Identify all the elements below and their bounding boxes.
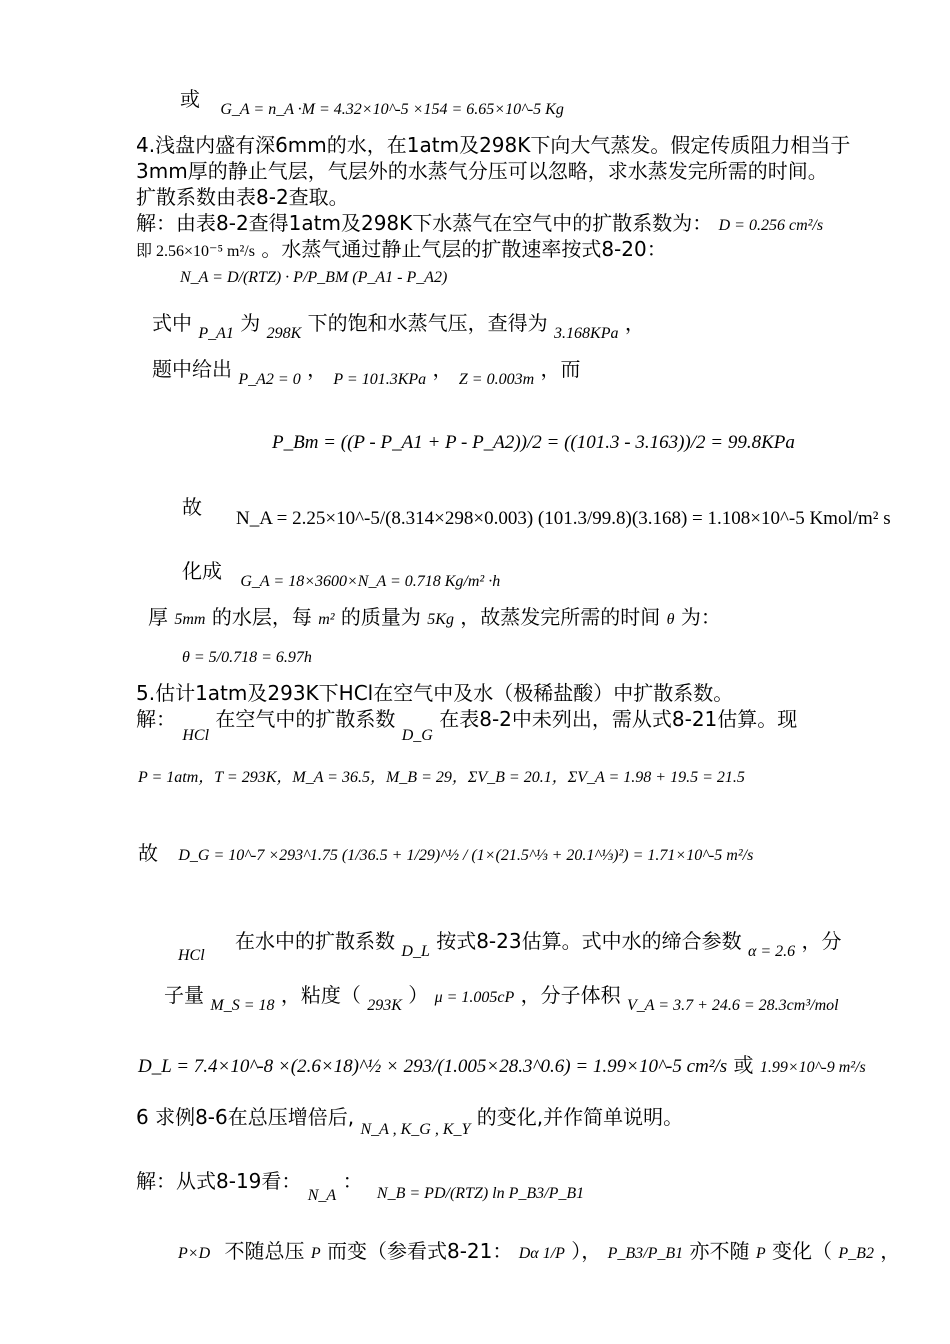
- liq-b: 在水中的扩散系数: [235, 929, 396, 953]
- layer-f: 5Kg: [427, 611, 454, 628]
- q4-line3: 扩散系数由表8-2查取。: [136, 185, 349, 209]
- sol4-line2: [136, 236, 667, 265]
- where-c: 为: [240, 311, 261, 335]
- therefore-word: 故: [182, 495, 202, 519]
- eq-theta-text: θ = 5/0.718 = 6.97h: [182, 649, 312, 666]
- q6-line: [136, 1104, 684, 1138]
- sol4-line1: [136, 210, 823, 239]
- sol6-d: N_B = PD/(RTZ) ln P_B3/P_B1: [376, 1185, 585, 1202]
- eq-D-si: 即 2.56×10⁻⁵ m²/s: [136, 243, 255, 260]
- sol6-h: 而变（参看式8-21：: [326, 1239, 513, 1263]
- sol6-b: N_A: [307, 1187, 337, 1204]
- text-or: 或: [180, 87, 200, 111]
- sol5-c: 在空气中的扩散系数: [215, 707, 396, 731]
- sol5-params: [138, 762, 745, 791]
- mol-a: 子量: [164, 983, 204, 1007]
- sol6-m: P: [755, 1245, 766, 1262]
- liq-f: ，分: [801, 929, 842, 953]
- given-e: ，: [432, 357, 453, 381]
- sol6-i: Dα 1/P: [518, 1245, 565, 1262]
- mol-h: V_A = 3.7 + 24.6 = 28.3cm³/mol: [627, 997, 839, 1014]
- q5-line: 5.估计1atm及293K下HCl在空气中及水（极稀盐酸）中扩散系数。: [136, 681, 734, 705]
- sol6-l: 亦不随: [689, 1239, 750, 1263]
- eq-D: D = 0.256 cm²/s: [718, 217, 824, 234]
- where-f: 3.168KPa: [554, 325, 619, 342]
- layer-a: 厚: [148, 605, 168, 629]
- sol5-molar: [164, 982, 839, 1014]
- eq-DG-text: D_G = 10^-7 ×293^1.75 (1/36.5 + 1/29)^½ / (1×(21.5^⅓ + 20.1^⅓)²) = 1.71×10^-5 m²/s: [178, 847, 754, 864]
- liq-e: α = 2.6: [747, 943, 796, 960]
- given-c: ，: [307, 357, 328, 381]
- sol4-layer: [148, 604, 721, 633]
- where-e: 下的饱和水蒸气压，查得为: [307, 311, 548, 335]
- eq-DL-alt: 1.99×10^-9 m²/s: [759, 1059, 866, 1076]
- q4-line2: 3mm厚的静止气层，气层外的水蒸气分压可以忽略，求水蒸发完所需的时间。: [136, 159, 828, 183]
- sol6-a: 解：从式8-19看：: [136, 1169, 302, 1193]
- sol5-b: HCl: [182, 727, 210, 744]
- convert-word: 化成: [182, 559, 222, 583]
- given-d: P = 101.3KPa: [333, 371, 427, 388]
- sol4-text1: 解：由表8-2查得1atm及298K下水蒸气在空气中的扩散系数为：: [136, 211, 713, 235]
- sol5-therefore: [138, 840, 753, 869]
- layer-g: ，故蒸发完所需的时间: [460, 605, 661, 629]
- sol6-c: ：: [342, 1169, 363, 1193]
- sol5-e: 在表8-2中未列出，需从式8-21估算。现: [439, 707, 798, 731]
- sol6-p: ，: [880, 1239, 901, 1263]
- eq-NA-text: N_A = D/(RTZ) · P/P_BM (P_A1 - P_A2): [180, 269, 448, 286]
- sol4-where: [152, 310, 645, 342]
- q6-c: 的变化,并作简单说明。: [476, 1105, 684, 1129]
- where-b: P_A1: [198, 325, 234, 342]
- where-g: ，: [624, 311, 645, 335]
- sol5-therefore-word: 故: [138, 841, 158, 865]
- given-a: 题中给出: [152, 357, 232, 381]
- eq-GA-text: G_A = 18×3600×N_A = 0.718 Kg/m² ·h: [240, 573, 501, 590]
- layer-e: 的质量为: [340, 605, 421, 629]
- liq-c: D_L: [401, 943, 430, 960]
- sol6-j: ），: [571, 1239, 602, 1263]
- eq-PBm-text: P_Bm = ((P - P_A1 + P - P_A2))/2 = ((101.3 - 3.163))/2 = 99.8KPa: [272, 432, 795, 453]
- sol5-liquid: [178, 928, 842, 964]
- sol6-o: P_B2: [838, 1245, 874, 1262]
- given-b: P_A2 = 0: [238, 371, 301, 388]
- sol6-line2: [178, 1238, 900, 1267]
- mol-e: ）: [408, 983, 429, 1007]
- layer-b: 5mm: [174, 611, 206, 628]
- liq-d: 按式8-23估算。式中水的缔合参数: [436, 929, 742, 953]
- eq-NA-result: [236, 504, 891, 532]
- layer-i: 为：: [680, 605, 721, 629]
- given-g: ，而: [540, 357, 581, 381]
- sol5-d: D_G: [401, 727, 433, 744]
- sol4-text2: 。水蒸气通过静止气层的扩散速率按式8-20：: [261, 237, 667, 261]
- sol6-f: 不随总压: [224, 1239, 305, 1263]
- q4-line1: 4.浅盘内盛有深6mm的水，在1atm及298K下向大气蒸发。假定传质阻力相当于: [136, 133, 851, 157]
- eq-NA2-text: N_A = 2.25×10^-5/(8.314×298×0.003) (101.3/99.8)(3.168) = 1.108×10^-5 Kmol/m² s: [236, 508, 891, 529]
- layer-h: θ: [666, 611, 675, 628]
- eq-DL: [138, 1052, 866, 1081]
- eq-DL-text: D_L = 7.4×10^-8 ×(2.6×18)^½ × 293/(1.005×28.3^0.6) = 1.99×10^-5 cm²/s: [138, 1056, 728, 1077]
- mol-f: μ = 1.005cP: [434, 989, 515, 1006]
- liq-a: HCl: [178, 947, 205, 964]
- layer-c: 的水层，每: [211, 605, 312, 629]
- q6-b: N_A , K_G , K_Y: [360, 1121, 471, 1138]
- given-f: Z = 0.003m: [458, 371, 535, 388]
- line-or-GA: [180, 86, 564, 118]
- eq-NA-formula: [180, 262, 447, 291]
- eq-PBm: [272, 428, 795, 456]
- sol6-n: 变化（: [772, 1239, 833, 1263]
- q6-a: 6 求例8-6在总压增倍后,: [136, 1105, 355, 1129]
- params-text: P = 1atm，T = 293K，M_A = 36.5，M_B = 29，ΣV_B = 20.1，ΣV_A = 1.98 + 19.5 = 21.5: [138, 769, 745, 786]
- sol6-k: P_B3/P_B1: [607, 1245, 684, 1262]
- mol-b: M_S = 18: [210, 997, 275, 1014]
- eq-GA-first: G_A = n_A ·M = 4.32×10^-5 ×154 = 6.65×10^-5 Kg: [220, 101, 564, 118]
- sol6-e: P×D: [178, 1245, 211, 1262]
- mol-g: ，分子体积: [520, 983, 621, 1007]
- sol5-a: 解：: [136, 707, 176, 731]
- sol6-line1: [136, 1168, 585, 1204]
- sol4-convert: [182, 558, 501, 590]
- sol5-line1: [136, 706, 798, 744]
- text-or-2: 或: [733, 1053, 754, 1077]
- mol-d: 293K: [367, 997, 402, 1014]
- layer-d: m²: [318, 611, 335, 628]
- eq-theta: [182, 642, 312, 671]
- where-a: 式中: [152, 311, 192, 335]
- sol6-g: P: [310, 1245, 321, 1262]
- sol4-given: [152, 356, 581, 388]
- mol-c: ，粘度（: [280, 983, 361, 1007]
- sol4-therefore: [182, 494, 202, 520]
- where-d: 298K: [266, 325, 302, 342]
